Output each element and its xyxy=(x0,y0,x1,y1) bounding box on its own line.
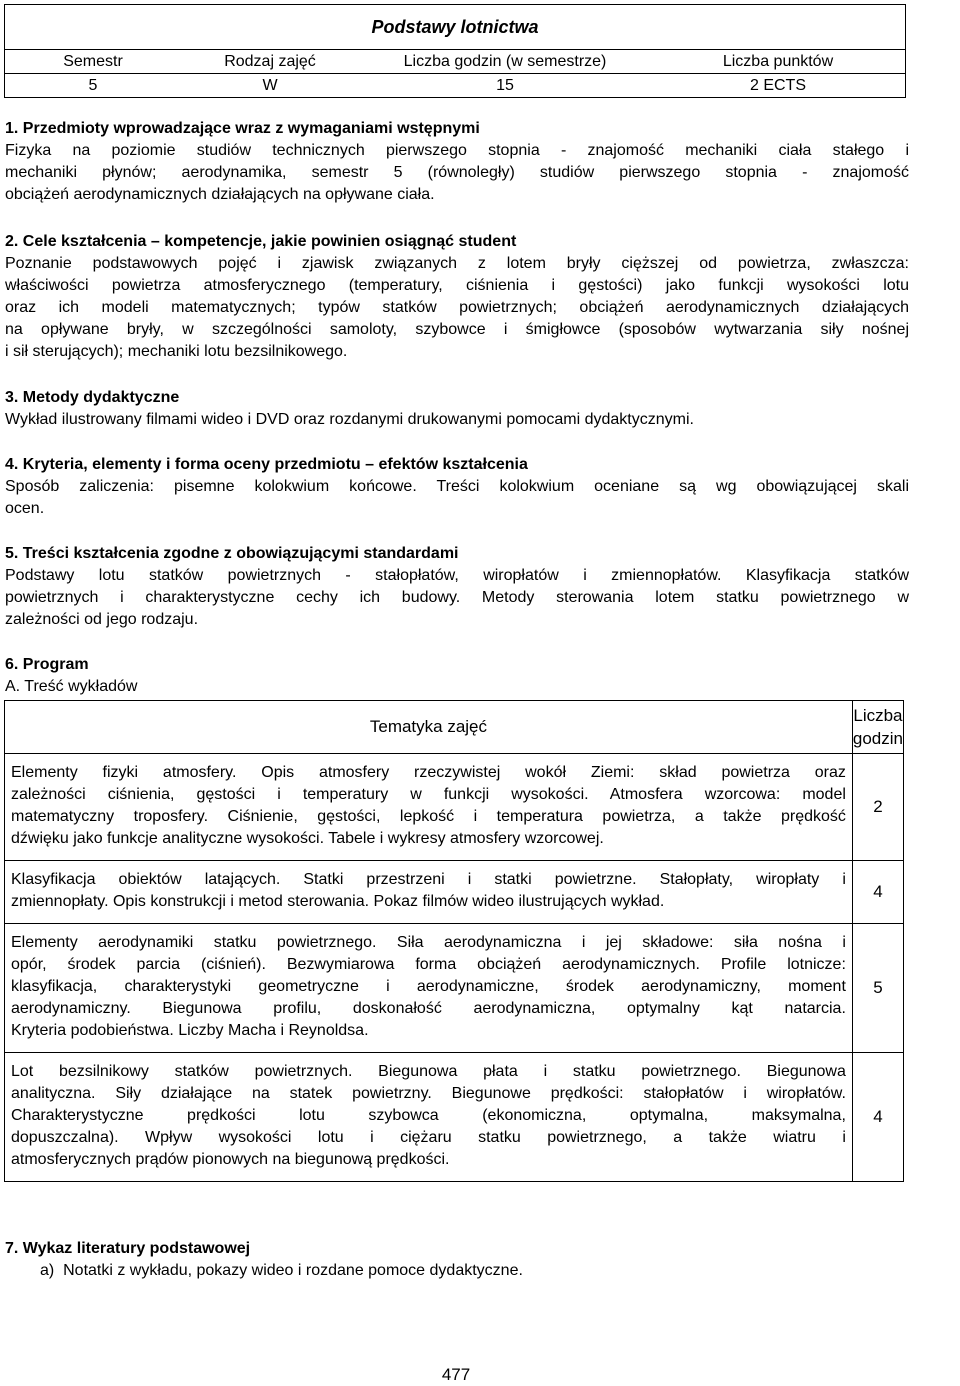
text-line: Sposób zaliczenia: pisemne kolokwium końcowe. Treści kolokwium oceniane są wg obowiązującej skali xyxy=(5,478,909,495)
table-row xyxy=(5,861,904,924)
course-header-table xyxy=(4,4,906,98)
text-line: Fizyka na poziomie studiów technicznych pierwszego stopnia - znajomość mechaniki ciała stałego i xyxy=(5,142,909,159)
col-points: Liczba punktów xyxy=(722,53,834,70)
page-number: 477 xyxy=(441,1365,471,1384)
text-line: Elementy fizyki atmosfery. Opis atmosfery rzeczywistej wokół Ziemi: skład powietrza oraz xyxy=(11,764,846,781)
section-heading: 5. Treści kształcenia zgodne z obowiązującymi standardami xyxy=(5,545,459,562)
text-line: Elementy aerodynamiki statku powietrznego. Siła aerodynamiczna i jej składowe: siła nośna i xyxy=(11,934,846,951)
col-class-type: Rodzaj zajęć xyxy=(224,53,316,70)
text-line: powietrznych i charakterystyczne cechy ich budowy. Metody sterowania lotem statku powietrznego w xyxy=(5,589,909,606)
section-assessment xyxy=(5,454,909,520)
val-hours: 15 xyxy=(496,77,514,94)
hours-cell: 4 xyxy=(852,861,903,924)
section-body xyxy=(5,253,909,363)
section-program xyxy=(5,654,909,698)
topic-cell xyxy=(5,1053,853,1182)
col-topic-header: Tematyka zajęć xyxy=(5,701,853,754)
text-line: analityczna. Siły działające na statek powietrzny. Biegunowe prędkości: stałopłatów i wiropłatów. xyxy=(11,1085,846,1102)
val-points: 2 ECTS xyxy=(749,77,806,94)
text-line: zależności ciśnienia, gęstości i temperatury w funkcji wysokości. Atmosfera wzorcowa: model xyxy=(11,786,846,803)
table-row xyxy=(5,924,904,1053)
topic-cell xyxy=(5,754,853,861)
section-prerequisites xyxy=(5,118,909,206)
text-line: matematyczny troposfery. Ciśnienie, gęstości, lepkość i temperatura powietrza, a także prędkość xyxy=(11,808,846,825)
topic-cell xyxy=(5,861,853,924)
section-teaching-methods xyxy=(5,387,909,431)
text-line: atmosferycznych prądów pionowych na biegunową prędkości. xyxy=(11,1151,450,1168)
col-hours: Liczba godzin (w semestrze) xyxy=(403,53,607,70)
section-body xyxy=(5,476,909,520)
section-body xyxy=(5,140,909,206)
col-hours-header-line: godzin xyxy=(852,729,903,748)
table-row xyxy=(5,1053,904,1182)
table-header-row xyxy=(5,701,904,754)
text-line: Kryteria podobieństwa. Liczby Macha i Reynoldsa. xyxy=(11,1022,369,1039)
text-line: opór, środek parcia (ciśnień). Bezwymiarowa forma obciążeń aerodynamicznych. Profile lotnicze: xyxy=(11,956,846,973)
col-hours-header xyxy=(852,701,903,754)
section-subheading: A. Treść wykładów xyxy=(5,678,138,695)
text-line: dźwięku jako funkcje analityczne wysokości. Tabele i wykresy atmosfery wzorcowej. xyxy=(11,830,604,847)
section-heading: 3. Metody dydaktyczne xyxy=(5,389,180,406)
topic-cell xyxy=(5,924,853,1053)
header-values-row xyxy=(5,74,905,97)
text-line: zależności od jego rodzaju. xyxy=(5,611,199,628)
section-heading: 2. Cele kształcenia – kompetencje, jakie powinien osiągnąć student xyxy=(5,233,517,250)
literature-list xyxy=(40,1260,523,1282)
hours-cell: 5 xyxy=(852,924,903,1053)
section-body xyxy=(5,565,909,631)
literature-item: a) Notatki z wykładu, pokazy wideo i rozdane pomoce dydaktyczne. xyxy=(40,1262,523,1279)
text-line: ocen. xyxy=(5,500,45,517)
lecture-program-table xyxy=(4,700,904,1182)
hours-cell: 2 xyxy=(852,754,903,861)
section-literature xyxy=(5,1238,909,1260)
text-line: obciążeń aerodynamicznych działających na opływane ciała. xyxy=(5,186,435,203)
section-content-standards xyxy=(5,543,909,631)
text-line: dopuszczalna). Wpływ wysokości lotu i ciężaru statku powietrznego, a także wiatru i xyxy=(11,1129,846,1146)
text-line: Lot bezsilnikowy statków powietrznych. Biegunowa płata i statku powietrznego. Biegunowa xyxy=(11,1063,846,1080)
text-line: Wykład ilustrowany filmami wideo i DVD oraz rozdanymi drukowanymi pomocami dydaktycznymi. xyxy=(5,411,694,428)
table-row xyxy=(5,754,904,861)
course-title: Podstawy lotnictwa xyxy=(5,5,905,50)
text-line: aerodynamiczny. Biegunowa profilu, doskonałość aerodynamiczna, optymalny kąt natarcia. xyxy=(11,1000,846,1017)
section-heading: 6. Program xyxy=(5,656,89,673)
section-heading: 7. Wykaz literatury podstawowej xyxy=(5,1240,251,1257)
text-line: Podstawy lotu statków powietrznych - stałopłatów, wiropłatów i zmiennopłatów. Klasyfikacja statków xyxy=(5,567,909,584)
text-line: Poznanie podstawowych pojęć i zjawisk związanych z lotem bryły cięższej od powietrza, zwłaszcza: xyxy=(5,255,909,272)
text-line: na opływane bryły, w szczególności samoloty, szybowce i śmigłowce (sposobów wytwarzania siły nośnej xyxy=(5,321,909,338)
text-line: klasyfikacja, charakterystyki geometryczne i aerodynamiczne, środek aerodynamiczny, moment xyxy=(11,978,846,995)
text-line: i sił sterujących); mechaniki lotu bezsilnikowego. xyxy=(5,343,348,360)
text-line: właściwości powietrza atmosferycznego (temperatury, ciśnienia i gęstości) jako funkcji wysokości lotu xyxy=(5,277,909,294)
val-class-type: W xyxy=(262,77,278,94)
section-body xyxy=(5,409,909,431)
col-semester: Semestr xyxy=(63,53,123,70)
col-hours-header-line: Liczba xyxy=(853,706,903,725)
section-heading: 4. Kryteria, elementy i forma oceny przedmiotu – efektów kształcenia xyxy=(5,456,528,473)
section-heading: 1. Przedmioty wprowadzające wraz z wymaganiami wstępnymi xyxy=(5,120,480,137)
text-line: oraz ich modeli matematycznych; typów statków powietrznych; obciążeń aerodynamicznych działających xyxy=(5,299,909,316)
text-line: Charakterystyczne prędkości lotu szybowca (ekonomiczna, optymalna, maksymalna, xyxy=(11,1107,846,1124)
text-line: Klasyfikacja obiektów latających. Statki przestrzeni i statki powietrzne. Stałopłaty, wiropłaty i xyxy=(11,871,846,888)
text-line: zmiennopłaty. Opis konstrukcji i metod sterowania. Pokaz filmów wideo ilustrujących wykład. xyxy=(11,893,665,910)
hours-cell: 4 xyxy=(852,1053,903,1182)
text-line: mechaniki płynów; aerodynamika, semestr 5 (równoległy) studiów pierwszego stopnia - znajomość xyxy=(5,164,909,181)
val-semester: 5 xyxy=(88,77,98,94)
section-learning-goals xyxy=(5,231,909,363)
header-columns-row xyxy=(5,50,905,74)
